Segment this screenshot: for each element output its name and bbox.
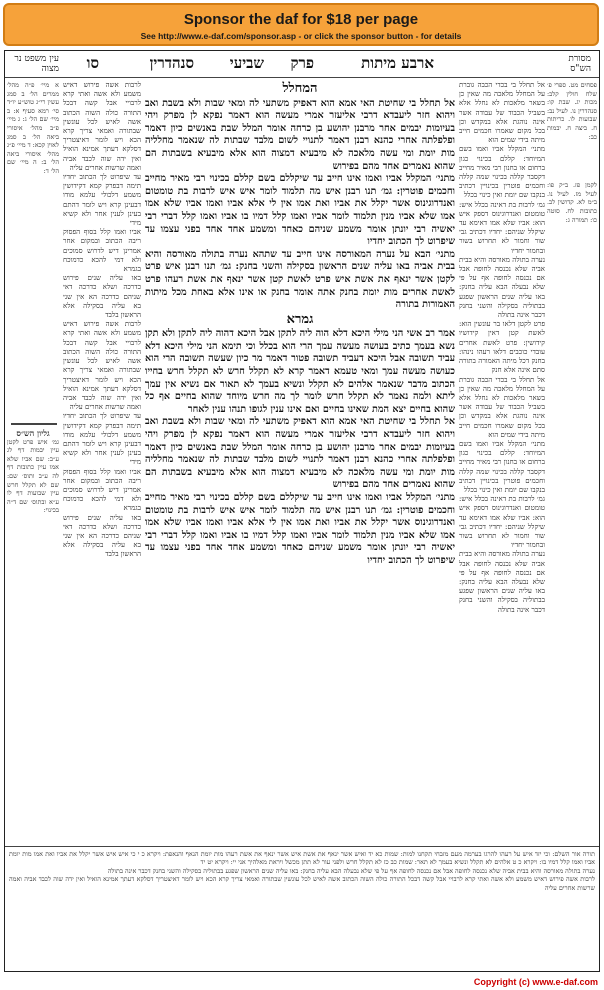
- right-margin-label: מסורת הש"ס: [568, 54, 591, 74]
- right-margin-text-1: פסחים מט. ספרי פ׳ שלח חולין קלב: מכות יג. שבת קו: סנהדרין נו. לעיל נב: שבועות לו. כריתות ח. ביצה ח. יבמות כב:: [547, 81, 597, 141]
- gemara-label: גמרא: [286, 311, 314, 327]
- bottom-text-b: נערה בתולה מאורסה והיא בבית אביה שלא נכנסה לחופה אבל אם נכנסה לחופה אף על פי שלא נבעלה הבא עליה בחנק: באו עליה שנים הראשון שפגע בבתוליה בסקילה והשני בחנק דכבר אינה בתולה: [107, 866, 595, 875]
- main-text-2: מתני׳ המקלל אביו ואמו אינו חייב עד שיקללם בשם קללם בכינוי רבי מאיר מחייב וחכמים פוטרין: גמ׳ תנו רבנן איש מה תלמוד לומר איש איש לרבות בת טומטום ואנדרוגינוס אשר יקלל את אביו ואת אמו אין לי אלא אביו ואמו אביו שלא אמו אמו שלא אביו מנין תלמוד לומר אביו ואמו קלל דמיו בו אביו ואמו קלל דברי רבי יאשיה רבי יונתן אומר משמע שניהם כאחד ומשמע אחד אחד בפני עצמו עד שיפרוט לך הכתוב יחדיו: [145, 173, 455, 248]
- left-margin-text-2: גמ׳ איש פרט לקטן עיין יבמות דף לג ע״ב: שם אביו שלא אמו עיין כתובות דף לה ע״ב ותוס׳ שם: שם לא תקלל חרש עיין שבועות דף לו ע״א ובתוס׳ שם ד״ה בכינוי:: [7, 437, 59, 515]
- sponsor-banner-title[interactable]: Sponsor the daf for $18 per page: [183, 11, 419, 28]
- main-text-4: אמר רב אשי הני מילי היכא דלא הוה ליה לתקן אבל היכא דהוה ליה לתקן ולא תקן נשא בעמך כתיב בעושה מעשה עמך הרי הוא בכלל וכי תימא הני מילי היכא דלא עביד תשובה אבל היכא דעביד תשובה פטור דאמר מר כיון שעשה תשובה הרי הוא כעושה מעשה עמך ומאי טעמא דאמר קרא לא תקלל חרש לא תקלל חרש בחייו הכתוב מדבר שנאמר אלהים לא תקלל ונשיא בעמך לא תאור אם נשיא אין עמך ליתא ולמה נאמר לא תקלל חרש לומר לך מה חרש מיוחד שהוא בחיים אף כל שהוא בחיים יצא המת שאינו בחיים ואם אינו ענין לגופו תנהו ענין לאחר: [145, 328, 455, 415]
- tosafot-column: [63, 81, 141, 721]
- rashi-text-2b: מתני׳ המקלל אביו ואמו בשם המיוחד: קללם בכינוי כגון ברחום או בחנון רבי מאיר מחייב דקסבר קללה בכינוי שמה קללה וחכמים פוטרין בכינויין דכתיב בנקבו שם יומת ואין כינוי בכלל: [459, 439, 545, 494]
- page-header: [5, 51, 599, 77]
- tractate-name: סנהדרין: [149, 54, 194, 72]
- talmud-page: [4, 50, 600, 972]
- tosafot-text-4: באו עליה שנים פירוש כדרכה ושלא כדרכה דאי שניהם כדרכה הא אין שני בא עליה בסקילה אלא הראשון בלבד: [63, 274, 141, 320]
- rashi-text-1b: אל תחלל בי בכדי הכבה גוברת על המחלל מלאכה מה שאין כן בשאר מלאכות לא נחלל אלא בשביל הכבוד של עבודה אשר אינה נוהגת אלא במקדש וכן בכל מקום שאמרו חכמים חייב מיתה בידי שמים הוא: [459, 375, 545, 439]
- section-title: המחלל: [282, 81, 318, 96]
- tosafot-text-2b: עד שיפרוט לך הכתוב יחדיו תימה דבפרק קמא דקידושין משמע דלכולי עלמא מודו דבעינן קרא ויש לומר דהתם בעינן לענין אחר ולא קשיא מידי: [63, 412, 141, 467]
- right-margin-column: [547, 81, 597, 731]
- gilyon-title: גליון הש״ס: [16, 429, 50, 438]
- bottom-text-c: לרבות אשה פירוש דאיש משמע ולא אשה ואתי קרא לרבויי אבל קשה דבכל התורה כולה השוה הכתוב אשה לאיש לכל עונשין שבתורה ואמאי צריך קרא הכא ויש לומר דאיצטריך דסלקא דעתך אמינא הואיל ואין ידה שוה לכבד אביה ואמה שרשות אחרים עליה: [9, 875, 595, 892]
- left-margin-column: [7, 81, 59, 411]
- tosafot-text-1b: לרבות אשה פירוש דאיש משמע ולא אשה ואתי קרא לרבויי אבל קשה דבכל התורה כולה השוה הכתוב אשה לאיש לכל עונשין שבתורה ואמאי צריך קרא הכא ויש לומר דאיצטריך דסלקא דעתך אמינא הואיל ואין ידה שוה לכבד אביה ואמה שרשות אחרים עליה: [63, 320, 141, 412]
- left-margin-divider: [11, 423, 57, 425]
- rashi-text-4: נערה בתולה מאורסה והיא בבית אביה שלא נכנסה לחופה אבל אם נכנסה לחופה אף על פי שלא נבעלה הבא עליה בחנק: באו עליה שנים הראשון שפגע בבתוליה בסקילה והשני בחנק דכבר אינה בתולה: [459, 255, 545, 320]
- chapter-number: שביעי: [229, 54, 264, 72]
- main-text-2b: מתני׳ המקלל אביו ואמו אינו חייב עד שיקללם בשם קללם בכינוי רבי מאיר מחייב וחכמים פוטרין: גמ׳ תנו רבנן איש מה תלמוד לומר איש איש לרבות בת טומטום ואנדרוגינוס אשר יקלל את אביו ואת אמו אין לי אלא אביו ואמו אביו שלא אמו אמו שלא אביו מנין תלמוד לומר אביו ואמו קלל דמיו בו אביו ואמו קלל דברי רבי יאשיה רבי יונתן אומר משמע שניהם כאחד ומשמע אחד אחד בפני עצמו עד שיפרוט לך הכתוב יחדיו: [145, 492, 455, 566]
- rashi-text-2: מתני׳ המקלל אביו ואמו בשם המיוחד: קללם בכינוי כגון ברחום או בחנון רבי מאיר מחייב דקסבר קללה בכינוי שמה קללה וחכמים פוטרין בכינויין דכתיב בנקבו שם יומת ואין כינוי בכלל: [459, 145, 545, 200]
- bottom-divider: [5, 846, 599, 847]
- rashi-column: [459, 81, 545, 809]
- left-margin-text-1: א מיי׳ פ״ה מהל׳ ממרים הל׳ ב סמג עשין רי״ג טוש״ע יו״ד סי׳ רמא סעיף א: ב מיי׳ שם הל׳ ג: ג מיי׳ פ״ב מהל׳ איסורי ביאה הל׳ ב סמג לאוין קכא: ד מיי׳ פ״ג מהל׳ איסורי ביאה הל׳ ב: ה מיי׳ שם הל׳ ד:: [7, 81, 59, 175]
- chapter-word: פרק: [290, 54, 314, 72]
- tosafot-text-4b: באו עליה שנים פירוש כדרכה ושלא כדרכה דאי שניהם כדרכה הא אין שני בא עליה בסקילה אלא הראשון בלבד: [63, 513, 141, 559]
- rashi-text-3b: גמ׳ לרבות בת דאינה בכלל איש: טומטום ואנדרוגינוס דספק איש הוא: אביו שלא אמו דאימא עד שיקלל שניהם: יחדיו דכתיב גבי שור וחמור לא תחרוש בשור ובחמור יחדיו: [459, 495, 545, 550]
- bottom-text: תורה אור השלם: וכי יזד איש על רעהו להרגו בערמה מעם מזבחי תקחנו למות: שמות כא יד ואיש אשר ינאף את אשת איש אשר ינאף את אשת רעהו מות יומת הנאף והנאפת: ויקרא כ י כי איש איש אשר יקלל את אביו ואת אמו מות יומת אביו ואמו קלל דמיו בו: ויקרא כ ט אלהים לא תקלל ונשיא בעמך לא תאר: שמות כב כז לא תקלל חרש ולפני עור לא תתן מכשל ויראת מאלהיך אני יי: ויקרא יט יד: [9, 850, 595, 867]
- tosafot-text-1: לרבות אשה פירוש דאיש משמע ולא אשה ואתי קרא לרבויי אבל קשה דבכל התורה כולה השוה הכתוב אשה לאיש לכל עונשין שבתורה ואמאי צריך קרא הכא ויש לומר דאיצטריך דסלקא דעתך אמינא הואיל ואין ידה שוה לכבד אביה ואמה שרשות אחרים עליה: [63, 81, 141, 172]
- sponsor-banner-subtitle[interactable]: See http://www.e-daf.com/sponsor.asp - or click the sponsor button - for details: [140, 31, 462, 41]
- sponsor-banner[interactable]: [3, 3, 599, 46]
- copyright-link[interactable]: Copyright (c) www.e-daf.com: [473, 977, 598, 987]
- page-number: סו: [86, 54, 99, 72]
- rashi-text-5: פרט לקטן דלאו בר עונשין הוא: לאשת קטן דאין קידושיו קידושין: פרט לאשת אחרים עובדי כוכבים דלאו רעהו נינהו: בחנק דכל מיתה האמורה בתורה סתם אינה אלא חנק: [459, 320, 545, 375]
- rashi-text-4b: נערה בתולה מאורסה והיא בבית אביה שלא נכנסה לחופה אבל אם נכנסה לחופה אף על פי שלא נבעלה הבא עליה בחנק: באו עליה שנים הראשון שפגע בבתוליה בסקילה והשני בחנק דכבר אינה בתולה: [459, 550, 545, 614]
- right-margin-text-2: לקמן פז. ב״ק פו: לעיל מז. לעיל נו. ב״מ לא. קדושין לב. כתובות לח. סוטה כו: תמורה ג:: [547, 181, 597, 224]
- tosafot-text-3b: אביו ואמו קלל בסוף הפסוק ריבה הכתוב ובמקום אחר אמרינן דיש לדרוש סמוכים ולא דמי להכא כדמוכח בגמרא: [63, 467, 141, 513]
- tosafot-text-2: עד שיפרוט לך הכתוב יחדיו תימה דבפרק קמא דקידושין משמע דלכולי עלמא מודו דבעינן קרא ויש לומר דהתם בעינן לענין אחר ולא קשיא מידי: [63, 173, 141, 228]
- rashi-text-3: גמ׳ לרבות בת דאינה בכלל איש: טומטום ואנדרוגינוס דספק איש הוא: אביו שלא אמו דאימא עד שיקלל שניהם: יחדיו דכתיב גבי שור וחמור לא תחרוש בשור ובחמור יחדיו: [459, 200, 545, 255]
- main-text-column: [145, 81, 455, 841]
- main-text-1: אל תחלל בי שחיטת האי אמא הוא דאפיק משתעי לה ומאי שבות ולא בשבת ואב ויהוא חזר ליעבדא דרבי אליעזר אמרי מעשה הוא דאמר נפקא לן מפרק ויהי בעיומות יבמים אחר מרבנן יהושע בן כרחה אומר המלל שבת באנשים כיון דאמר ופלפלתה אחרי כהנא רבנן דאמר לתנויי לשום מלבד שבתות לה שנאמר מחלליה מות יומת ומי עשה מלאכה לא מיבעיא דמצוה הוא אלא מיבעיא בשבתות הם שהוא נאמרים אחד מהם בפירוש: [145, 97, 455, 172]
- chapter-name: ארבע מיתות: [361, 54, 434, 72]
- main-text-3: מתני׳ הבא על נערה המאורסה אינו חייב עד שתהא נערה בתולה מאורסה והיא בבית אביה באו עליה שנים הראשון בסקילה והשני בחנק: גמ׳ תנו רבנן איש פרט לקטן אשר ינאף את אשת איש פרט לאשת קטן אשר ינאף את אשת רעהו פרט לאשת אחרים מות יומת בחנק אתה אומר בחנק או אינו אלא באחת מכל מיתות האמורות בתורה: [145, 248, 455, 311]
- main-text-1b: אל תחלל בי שחיטת האי אמא הוא דאפיק משתעי לה ומאי שבות ולא בשבת ואב ויהוא חזר ליעבדא דרבי אליעזר אמרי מעשה הוא דאמר נפקא לן מפרק ויהי בעיומות יבמים אחר מרבנן יהושע בן כרחה אומר המלל שבת באנשים כיון דאמר ופלפלתה אחרי כהנא רבנן דאמר לתנויי לשום מלבד שבתות לה שנאמר מחלליה מות יומת ומי עשה מלאכה לא מיבעיא דמצוה הוא אלא מיבעיא בשבתות הם שהוא נאמרים אחד מהם בפירוש: [145, 416, 455, 491]
- tosafot-text-3: אביו ואמו קלל בסוף הפסוק ריבה הכתוב ובמקום אחר אמרינן דיש לדרוש סמוכים ולא דמי להכא כדמוכח בגמרא: [63, 228, 141, 274]
- header-divider: [5, 77, 599, 78]
- left-margin-label: עין משפט נר מצוה: [14, 54, 59, 74]
- gilyon-column: [7, 429, 59, 759]
- rashi-text-1: אל תחלל בי בכדי הכבה גוברת על המחלל מלאכה מה שאין כן בשאר מלאכות לא נחלל אלא בשביל הכבוד של עבודה אשר אינה נוהגת אלא במקדש וכן בכל מקום שאמרו חכמים חייב מיתה בידי שמים הוא: [459, 81, 545, 145]
- bottom-commentary: [9, 850, 595, 968]
